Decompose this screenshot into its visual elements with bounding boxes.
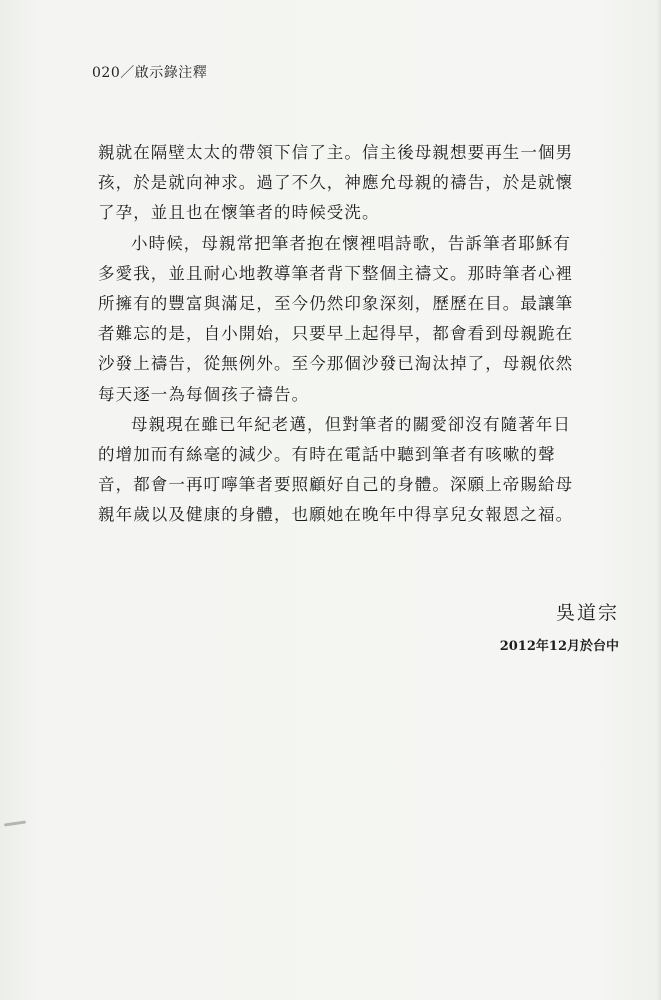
text-line: 親就在隔壁太太的帶領下信了主。信主後母親想要再生一個男: [98, 143, 574, 162]
text-line: 了孕，並且也在懷筆者的時候受洗。: [98, 203, 380, 223]
text-line: 音，都會一再叮嚀筆者要照顧好自己的身體。深願上帝賜給母: [98, 475, 574, 495]
signature-name: 吳道宗: [555, 602, 619, 624]
text-line: 每天逐一為每個孩子禱告。: [98, 384, 310, 404]
paragraph-3: [98, 410, 623, 531]
text-line: 者難忘的是，自小開始，只要早上起得早，都會看到母親跪在: [98, 324, 574, 344]
running-head: 020／啟示錄注釋: [92, 65, 208, 81]
text-line: 所擁有的豐富與滿足，至今仍然印象深刻，歷歷在目。最讓筆: [98, 294, 574, 314]
text-line: 沙發上禱告，從無例外。至今那個沙發已淘汰掉了，母親依然: [98, 354, 574, 374]
text-line: 小時候，母親常把筆者抱在懷裡唱詩歌，告訴筆者耶穌有: [131, 233, 571, 253]
paragraph-1: [98, 138, 623, 229]
scan-mark: [4, 820, 26, 826]
page-edge-shadow: [657, 0, 661, 1000]
body-text: [98, 138, 623, 531]
paragraph-2: [98, 229, 623, 410]
text-line: 多愛我，並且耐心地教導筆者背下整個主禱文。那時筆者心裡: [98, 263, 574, 283]
text-line: 母親現在雖已年紀老邁，但對筆者的關愛卻沒有隨著年日: [131, 414, 571, 434]
text-line: 的增加而有絲毫的減少。有時在電話中聽到筆者有咳嗽的聲: [98, 445, 556, 465]
text-line: 孩，於是就向神求。過了不久，神應允母親的禱告，於是就懷: [98, 173, 574, 193]
text-line: 親年歲以及健康的身體，也願她在晚年中得享兒女報恩之福。: [98, 505, 574, 525]
signature-date: 2012年12月於台中: [499, 639, 619, 654]
